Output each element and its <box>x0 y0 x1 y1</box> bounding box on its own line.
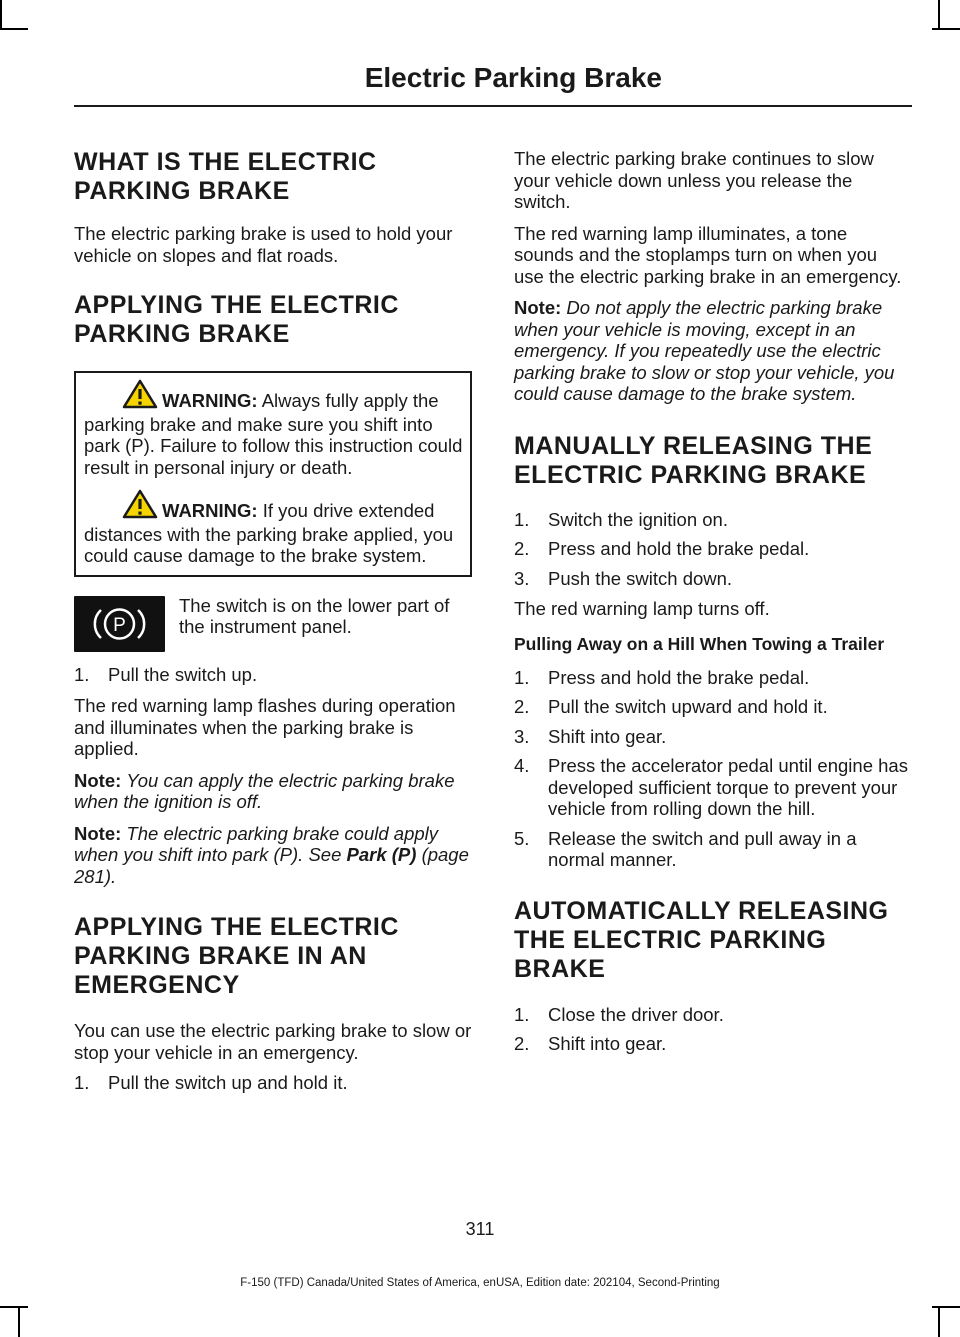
list-item: 1. Pull the switch up. <box>74 663 258 685</box>
list-item: 2. Press and hold the brake pedal. <box>514 538 810 559</box>
applying-body: The red warning lamp flashes during operation and illuminates when the parking brake is applied. <box>74 695 456 759</box>
warning-triangle-icon <box>122 379 158 414</box>
applying-steps <box>74 664 472 686</box>
svg-text:P: P <box>113 614 126 636</box>
parking-brake-switch-icon <box>74 596 165 652</box>
left-column <box>74 148 472 1094</box>
list-item: 1. Switch the ignition on. <box>514 508 728 530</box>
list-item: 4. Press the accelerator pedal until engine has developed sufficient torque to prevent your vehicle from rolling down the hill. <box>514 755 908 819</box>
crop-mark <box>938 1306 940 1337</box>
list-item: 3. Push the switch down. <box>514 567 733 589</box>
page-number: 311 <box>465 1219 495 1239</box>
sub-heading-towing: Pulling Away on a Hill When Towing a Trailer <box>514 633 885 654</box>
section-heading-applying: APPLYING THE ELECTRIC PARKING BRAKE <box>74 291 399 348</box>
crop-mark <box>0 0 2 28</box>
list-item: 1. Pull the switch up and hold it. <box>74 1072 348 1093</box>
right-column <box>514 148 908 1055</box>
crop-mark <box>0 28 28 30</box>
list-item: 2. Shift into gear. <box>514 1033 667 1054</box>
emergency-steps <box>74 1072 472 1094</box>
section-heading-manual-release: MANUALLY RELEASING THE ELECTRIC PARKING BRAKE <box>514 431 873 489</box>
park-link[interactable]: Park (P) <box>346 844 417 865</box>
edition-line: F-150 (TFD) Canada/United States of America, enUSA, Edition date: 202104, Second-Printing <box>240 1277 720 1289</box>
what-is-body: The electric parking brake is used to hold your vehicle on slopes and flat roads. <box>74 223 453 266</box>
warning-box <box>74 371 472 577</box>
warning-1: WARNING: Always fully apply the parking brake and make sure you shift into park (P). Failure to follow this instruction could result in personal injury or death. <box>84 379 464 478</box>
emergency-body-3: The red warning lamp illuminates, a tone sounds and the stoplamps turn on when you use the electric parking brake in an emergency. <box>514 222 902 287</box>
note-park: Note: The electric parking brake could apply when you shift into park (P). See Park (P) (page 281). <box>74 822 469 887</box>
manual-release-steps <box>514 509 908 590</box>
warning-2: WARNING: If you drive extended distances with the parking brake applied, you could cause damage to the brake system. <box>84 489 464 567</box>
crop-mark <box>932 1306 960 1308</box>
emergency-body-2: The electric parking brake continues to slow your vehicle down unless you release the switch. <box>514 148 874 212</box>
list-item: 1. Close the driver door. <box>514 1003 724 1025</box>
list-item: 1. Press and hold the brake pedal. <box>514 666 810 688</box>
crop-mark <box>938 0 940 28</box>
crop-mark <box>18 1306 20 1337</box>
crop-mark <box>0 1306 28 1308</box>
auto-release-steps <box>514 1004 908 1055</box>
page-header-title: Electric Parking Brake <box>364 62 662 93</box>
switch-location-text: The switch is on the lower part of the instrument panel. <box>179 594 450 637</box>
warning-triangle-icon <box>122 489 158 524</box>
switch-location <box>74 595 472 652</box>
section-heading-what-is: WHAT IS THE ELECTRIC PARKING BRAKE <box>74 148 377 205</box>
section-heading-emergency: APPLYING THE ELECTRIC PARKING BRAKE IN AN EMERGENCY <box>74 913 399 999</box>
note-ignition: Note: You can apply the electric parking brake when the ignition is off. <box>74 769 455 812</box>
list-item: 5. Release the switch and pull away in a normal manner. <box>514 827 857 870</box>
crop-mark <box>932 28 960 30</box>
section-heading-auto-release: AUTOMATICALLY RELEASING THE ELECTRIC PARKING BRAKE <box>514 896 889 983</box>
manual-release-body: The red warning lamp turns off. <box>514 598 770 619</box>
list-item: 3. Shift into gear. <box>514 725 667 747</box>
list-item: 2. Pull the switch upward and hold it. <box>514 696 828 717</box>
towing-steps <box>514 667 908 871</box>
emergency-body: You can use the electric parking brake to slow or stop your vehicle in an emergency. <box>74 1020 472 1063</box>
header-divider <box>74 105 912 107</box>
note-emergency: Note: Do not apply the electric parking brake when your vehicle is moving, except in an emergency. If you repeatedly use the electric parking brake to slow or stop your vehicle, you could cause damage to the brake system. <box>514 297 895 404</box>
